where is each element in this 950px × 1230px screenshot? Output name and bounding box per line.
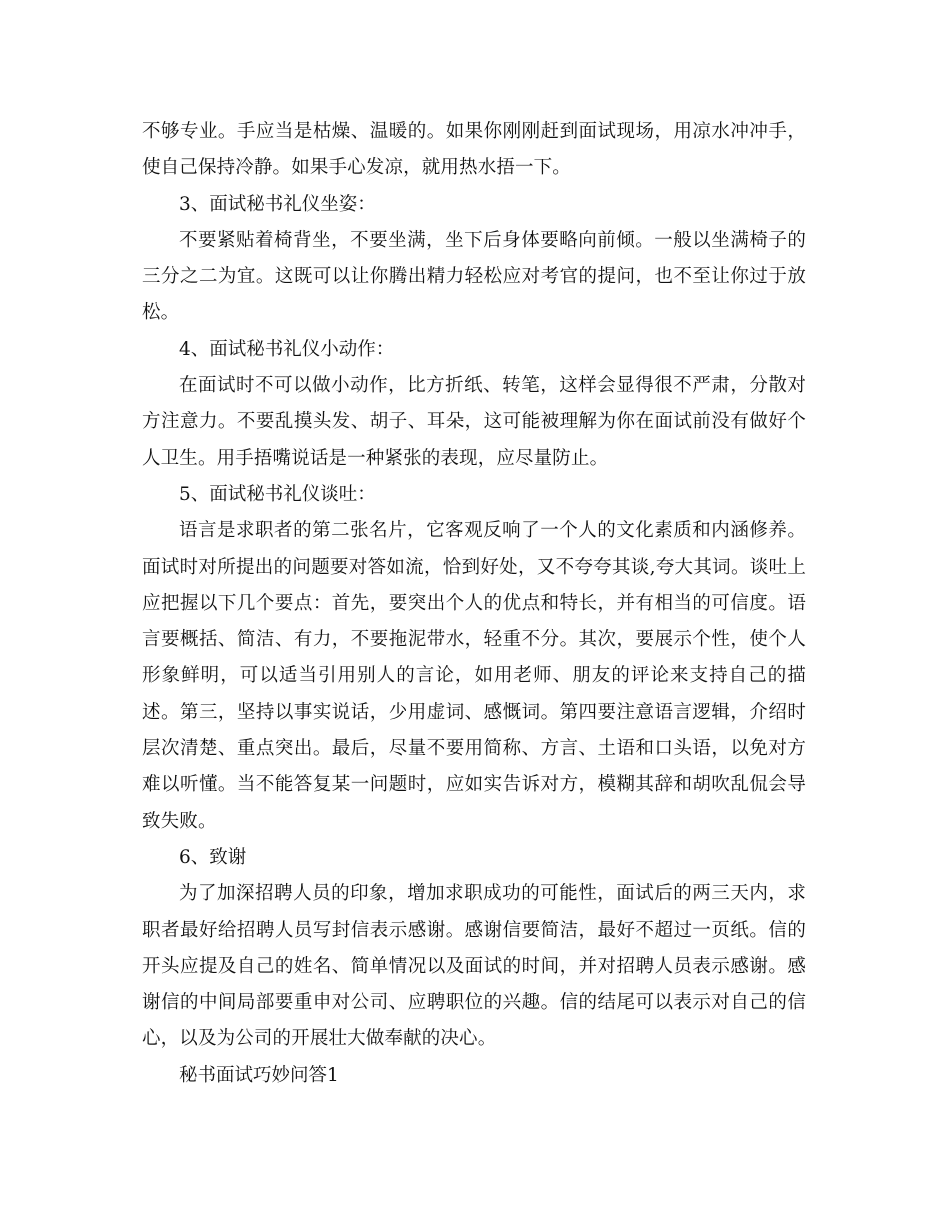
section-heading-interview-qa: 秘书面试巧妙问答1 xyxy=(179,1064,339,1086)
paragraph-small-gestures: 在面试时不可以做小动作，比方折纸、转笔，这样会显得很不严肃，分散对方注意力。不要乱摸头发、胡子、耳朵，这可能被理解为你在面试前没有做好个人卫生。用手捂嘴说话是一种紧张的表现，应尽量防止。 xyxy=(142,375,806,469)
paragraph-speech: 语言是求职者的第二张名片，它客观反响了一个人的文化素质和内涵修养。面试时对所提出的问题要对答如流，恰到好处，又不夸夸其谈,夸大其词。谈吐上应把握以下几个要点：首先，要突出个人的优点和特长，并有相当的可信度。语言要概括、简洁、有力，不要拖泥带水，轻重不分。其次，要展示个性，使个人形象鲜明，可以适当引用别人的言论，如用老师、朋友的评论来支持自己的描述。第三，坚持以事实说话，少用虚词、感慨词。第四要注意语言逻辑，介绍时层次清楚、重点突出。最后，尽量不要用简称、方言、土语和口头语，以免对方难以听懂。当不能答复某一问题时，应如实告诉对方，模糊其辞和胡吹乱侃会导致失败。 xyxy=(142,520,806,832)
section-heading-speech: 5、面试秘书礼仪谈吐： xyxy=(179,483,376,505)
document-body xyxy=(142,114,806,1094)
paragraph-thanks: 为了加深招聘人员的印象，增加求职成功的可能性，面试后的两三天内，求职者最好给招聘人员写封信表示感谢。感谢信要简洁，最好不超过一页纸。信的开头应提及自己的姓名、简单情况以及面试的时间，并对招聘人员表示感谢。感谢信的中间局部要重申对公司、应聘职位的兴趣。信的结尾可以表示对自己的信心，以及为公司的开展壮大做奉献的决心。 xyxy=(142,883,806,1050)
section-heading-small-gestures: 4、面试秘书礼仪小动作： xyxy=(179,338,395,360)
section-heading-sitting-posture: 3、面试秘书礼仪坐姿： xyxy=(179,193,376,215)
paragraph-hand-hygiene: 不够专业。手应当是枯燥、温暖的。如果你刚刚赶到面试现场，用凉水冲冲手，使自己保持冷静。如果手心发凉，就用热水捂一下。 xyxy=(142,121,806,179)
paragraph-sitting-posture: 不要紧贴着椅背坐，不要坐满，坐下后身体要略向前倾。一般以坐满椅子的三分之二为宜。这既可以让你腾出精力轻松应对考官的提问，也不至让你过于放松。 xyxy=(142,229,806,324)
section-heading-thanks: 6、致谢 xyxy=(179,846,247,868)
